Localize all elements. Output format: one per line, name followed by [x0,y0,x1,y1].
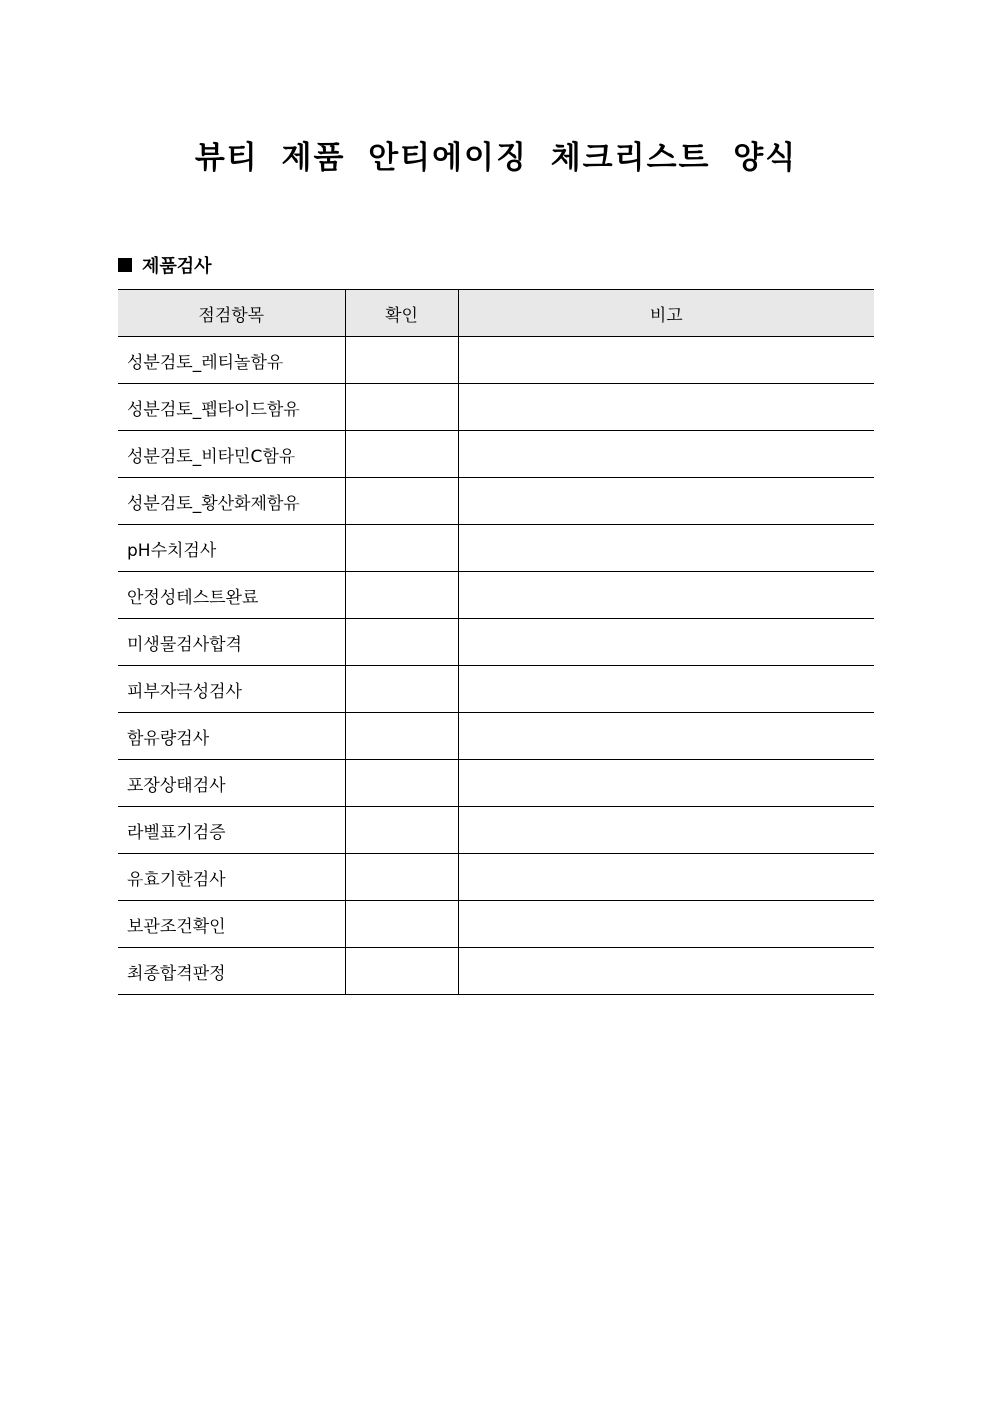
table-row [118,478,874,525]
note-cell[interactable] [458,901,874,948]
note-cell[interactable] [458,572,874,619]
table-row [118,948,874,995]
checklist-item: 포장상태검사 [118,760,345,807]
checklist-item: 미생물검사합격 [118,619,345,666]
note-cell[interactable] [458,525,874,572]
checklist-item: 피부자극성검사 [118,666,345,713]
checklist-item: 성분검토_펩타이드함유 [118,384,345,431]
header-check: 확인 [345,290,458,337]
note-cell[interactable] [458,666,874,713]
table-row [118,713,874,760]
section-heading-label: 제품검사 [142,256,212,277]
document-title: 뷰티 제품 안티에이징 체크리스트 양식 [194,140,798,176]
checklist-item: 라벨표기검증 [118,807,345,854]
note-cell[interactable] [458,854,874,901]
checklist-item: 성분검토_황산화제함유 [118,478,345,525]
checklist-item: 성분검토_비타민C함유 [118,431,345,478]
checklist-item: 최종합격판정 [118,948,345,995]
checklist-item: 함유량검사 [118,713,345,760]
check-cell[interactable] [345,760,458,807]
checklist-item: 유효기한검사 [118,854,345,901]
note-cell[interactable] [458,619,874,666]
table-row [118,666,874,713]
table-row [118,760,874,807]
table-row [118,384,874,431]
checklist-item: 안정성테스트완료 [118,572,345,619]
note-cell[interactable] [458,807,874,854]
check-cell[interactable] [345,901,458,948]
header-item: 점검항목 [118,290,345,337]
table-row [118,431,874,478]
note-cell[interactable] [458,713,874,760]
check-cell[interactable] [345,948,458,995]
table-row [118,572,874,619]
check-cell[interactable] [345,807,458,854]
note-cell[interactable] [458,337,874,384]
table-row [118,854,874,901]
square-bullet-icon [118,258,132,272]
note-cell[interactable] [458,478,874,525]
note-cell[interactable] [458,760,874,807]
checklist-item: 보관조건확인 [118,901,345,948]
checklist-item: pH수치검사 [118,525,345,572]
check-cell[interactable] [345,337,458,384]
check-cell[interactable] [345,572,458,619]
note-cell[interactable] [458,431,874,478]
check-cell[interactable] [345,619,458,666]
check-cell[interactable] [345,384,458,431]
note-cell[interactable] [458,948,874,995]
table-row [118,619,874,666]
table-row [118,337,874,384]
table-row [118,901,874,948]
check-cell[interactable] [345,525,458,572]
check-cell[interactable] [345,431,458,478]
note-cell[interactable] [458,384,874,431]
header-note: 비고 [458,290,874,337]
table-header-row [118,290,874,337]
check-cell[interactable] [345,713,458,760]
check-cell[interactable] [345,854,458,901]
section-heading [118,252,212,278]
check-cell[interactable] [345,666,458,713]
check-cell[interactable] [345,478,458,525]
checklist-table [118,289,874,995]
checklist-item: 성분검토_레티놀함유 [118,337,345,384]
table-row [118,807,874,854]
table-row [118,525,874,572]
